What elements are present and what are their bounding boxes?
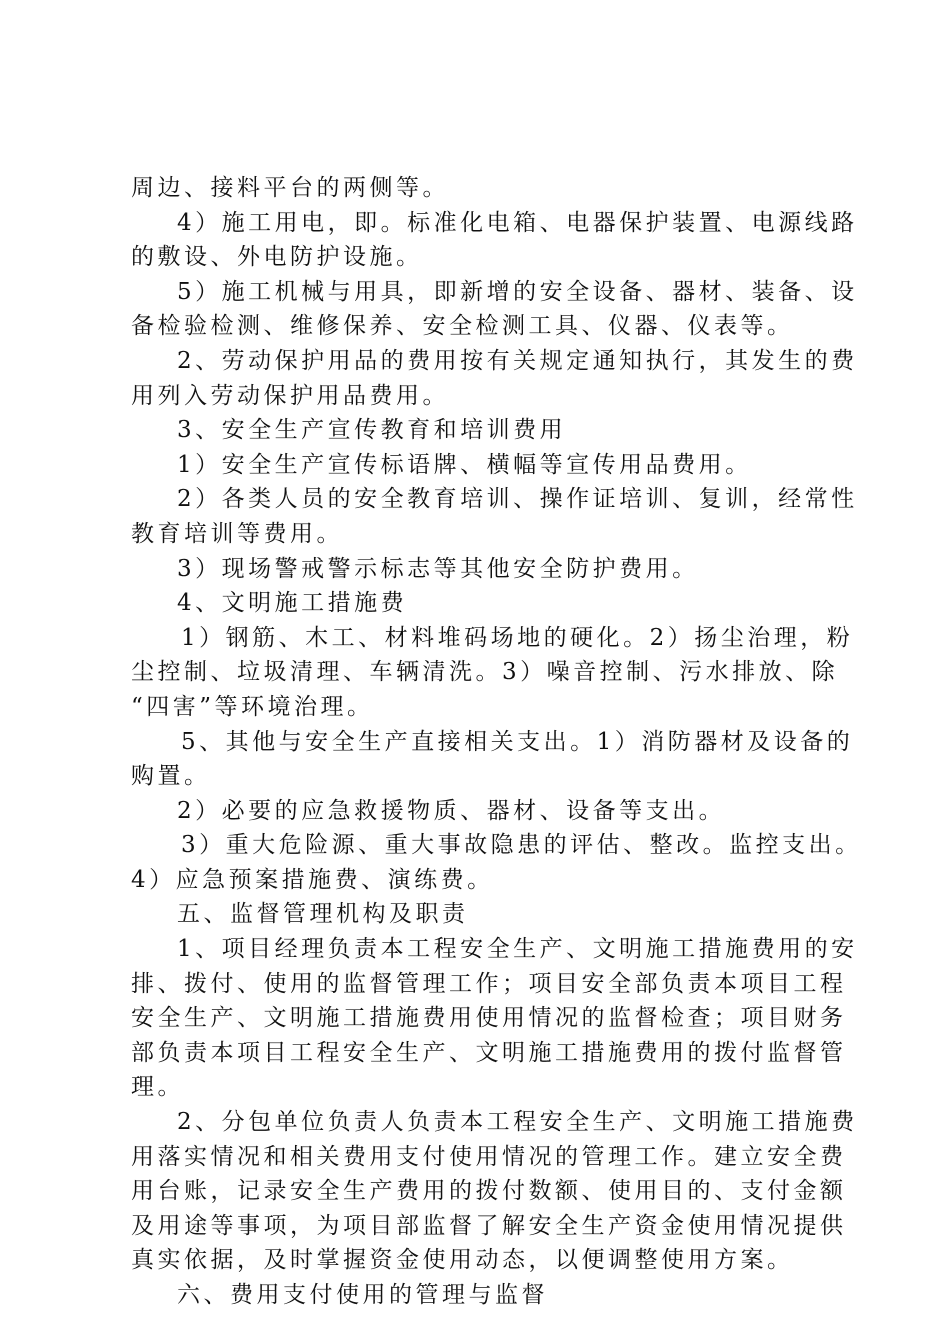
text-line: 4）应急预案措施费、演练费。 [131, 866, 494, 893]
section-heading: 4、文明施工措施费 [177, 590, 408, 617]
text-line: 1）钢筋、木工、材料堆码场地的硬化。2）扬尘治理，粉 [181, 624, 854, 651]
text-line: 3）现场警戒警示标志等其他安全防护费用。 [177, 555, 699, 582]
text-line: 5）施工机械与用具，即新增的安全设备、器材、装备、设 [177, 278, 858, 305]
text-line: 2）各类人员的安全教育培训、操作证培训、复训，经常性 [177, 486, 858, 513]
text-line: 5、其他与安全生产直接相关支出。1）消防器材及设备的 [181, 728, 854, 755]
text-line: 理。 [131, 1074, 184, 1101]
text-line: 3）重大危险源、重大事故隐患的评估、整改。监控支出。 [181, 832, 862, 859]
text-line: 用列入劳动保护用品费用。 [131, 382, 449, 409]
section-heading: 五、监督管理机构及职责 [177, 901, 469, 928]
text-line: 的敷设、外电防护设施。 [131, 244, 423, 271]
text-line: 1、项目经理负责本工程安全生产、文明施工措施费用的安 [177, 936, 858, 963]
text-line: 1）安全生产宣传标语牌、横幅等宣传用品费用。 [177, 451, 752, 478]
text-line: 2、劳动保护用品的费用按有关规定通知执行，其发生的费 [177, 347, 858, 374]
text-line: 安全生产、文明施工措施费用使用情况的监督检查；项目财务 [131, 1005, 847, 1032]
section-heading: 3、安全生产宣传教育和培训费用 [177, 417, 567, 444]
text-line: “四害”等环境治理。 [131, 693, 374, 720]
text-line: 购置。 [131, 763, 211, 790]
text-line: 4）施工用电，即。标准化电箱、电器保护装置、电源线路 [177, 209, 858, 236]
text-line: 用台账，记录安全生产费用的拨付数额、使用目的、支付金额 [131, 1178, 847, 1205]
text-line: 2）必要的应急救援物质、器材、设备等支出。 [177, 797, 726, 824]
text-line: 周边、接料平台的两侧等。 [131, 175, 449, 201]
text-line: 排、拨付、使用的监督管理工作；项目安全部负责本项目工程 [131, 970, 847, 997]
text-line: 真实依据，及时掌握资金使用动态，以便调整使用方案。 [131, 1247, 794, 1274]
text-line: 及用途等事项，为项目部监督了解安全生产资金使用情况提供 [131, 1212, 847, 1239]
section-heading: 六、费用支付使用的管理与监督 [177, 1282, 548, 1308]
text-line: 教育培训等费用。 [131, 520, 343, 547]
text-line: 2、分包单位负责人负责本工程安全生产、文明施工措施费 [177, 1109, 858, 1136]
text-line: 尘控制、垃圾清理、车辆清洗。3）噪音控制、污水排放、除 [131, 659, 839, 686]
document-body [131, 171, 862, 1313]
text-line: 备检验检测、维修保养、安全检测工具、仪器、仪表等。 [131, 313, 794, 340]
text-line: 部负责本项目工程安全生产、文明施工措施费用的拨付监督管 [131, 1039, 847, 1066]
text-line: 用落实情况和相关费用支付使用情况的管理工作。建立安全费 [131, 1143, 847, 1170]
